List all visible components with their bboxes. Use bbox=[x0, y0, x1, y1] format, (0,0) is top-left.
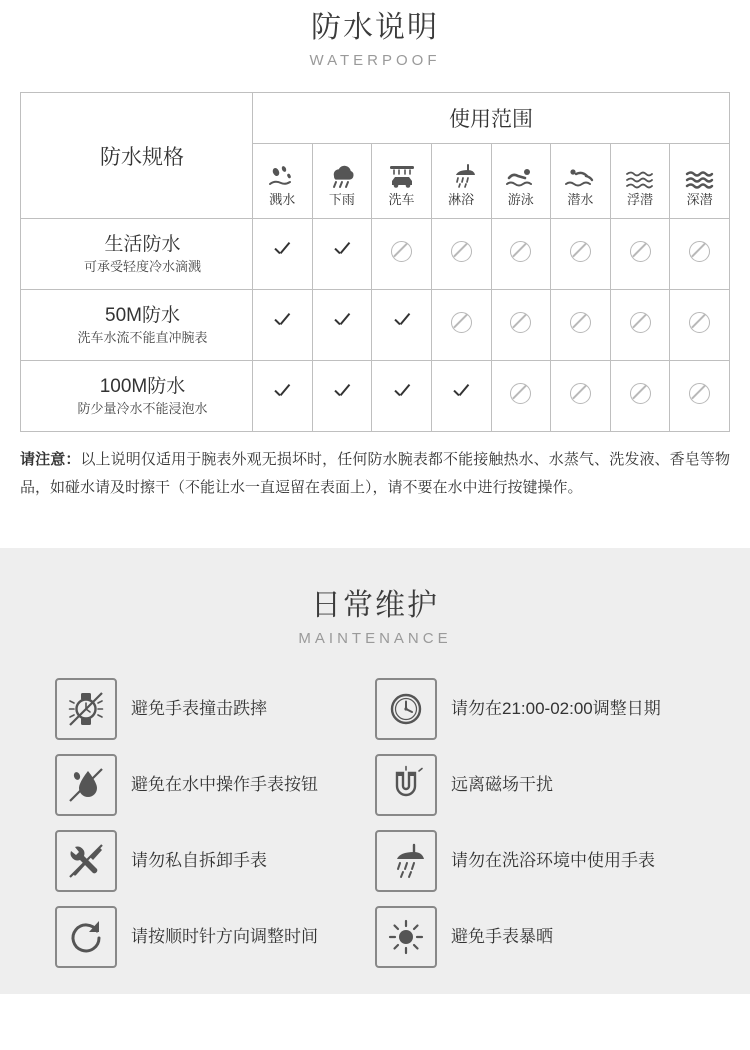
cell-mark bbox=[610, 290, 670, 361]
row-spec bbox=[21, 290, 253, 361]
cell-mark bbox=[670, 361, 730, 432]
cell-mark bbox=[431, 290, 491, 361]
waterproof-title-block bbox=[0, 0, 750, 74]
cell-mark bbox=[253, 290, 313, 361]
column-carwash bbox=[372, 144, 432, 219]
check-icon bbox=[331, 311, 353, 333]
row-desc: 防少量冷水不能浸泡水 bbox=[77, 400, 208, 416]
forbidden-icon bbox=[689, 312, 710, 333]
list-item-label: 避免手表撞击跌摔 bbox=[131, 699, 267, 718]
note-label: 请注意： bbox=[20, 451, 81, 468]
cell-mark bbox=[372, 290, 432, 361]
tools-icon bbox=[55, 830, 117, 892]
check-icon bbox=[391, 382, 413, 404]
header-range: 使用范围 bbox=[253, 93, 730, 144]
list-item-label: 远离磁场干扰 bbox=[451, 775, 553, 794]
forbidden-icon bbox=[689, 241, 710, 262]
cell-mark bbox=[253, 361, 313, 432]
forbidden-icon bbox=[510, 383, 531, 404]
list-item-label: 请勿在21:00-02:00调整日期 bbox=[451, 699, 661, 718]
list-item bbox=[375, 830, 695, 892]
column-dive bbox=[551, 144, 611, 219]
column-swim bbox=[491, 144, 551, 219]
forbidden-icon bbox=[510, 312, 531, 333]
car-wash-icon bbox=[386, 161, 418, 189]
column-label: 下雨 bbox=[328, 192, 355, 207]
waterproof-table bbox=[20, 92, 730, 432]
cell-mark bbox=[491, 361, 551, 432]
snorkel-waves-icon bbox=[624, 161, 656, 189]
check-icon bbox=[331, 240, 353, 262]
forbidden-icon bbox=[570, 383, 591, 404]
note-text: 以上说明仅适用于腕表外观无损坏时，任何防水腕表都不能接触热水、水蒸气、洗发液、香皂等物品，如碰水请及时擦干（不能让水一直逗留在表面上），请不要在水中进行按键操作。 bbox=[20, 451, 730, 496]
page-subtitle: WATERPOOF bbox=[309, 52, 441, 69]
row-spec bbox=[21, 219, 253, 290]
clockwise-arrow-icon bbox=[55, 906, 117, 968]
column-label: 深潜 bbox=[686, 192, 713, 207]
row-title: 100M防水 bbox=[99, 375, 186, 397]
list-item-label: 请勿私自拆卸手表 bbox=[131, 851, 267, 870]
list-item bbox=[55, 906, 375, 968]
maintenance-title: 日常维护 bbox=[311, 589, 439, 622]
list-item bbox=[55, 830, 375, 892]
row-desc: 可承受轻度冷水滴溅 bbox=[83, 258, 201, 274]
forbidden-icon bbox=[451, 312, 472, 333]
table-row bbox=[21, 219, 730, 290]
forbidden-icon bbox=[689, 383, 710, 404]
maintenance-subtitle: MAINTENANCE bbox=[298, 630, 452, 647]
check-icon bbox=[271, 382, 293, 404]
splash-icon bbox=[267, 161, 297, 189]
row-spec bbox=[21, 361, 253, 432]
check-icon bbox=[271, 311, 293, 333]
cell-mark bbox=[551, 361, 611, 432]
cell-mark bbox=[253, 219, 313, 290]
check-icon bbox=[450, 382, 472, 404]
cell-mark bbox=[431, 361, 491, 432]
column-label: 淋浴 bbox=[448, 192, 475, 207]
check-icon bbox=[271, 240, 293, 262]
header-spec: 防水规格 bbox=[21, 93, 253, 219]
maintenance-title-block bbox=[0, 578, 750, 652]
forbidden-icon bbox=[630, 312, 651, 333]
rain-cloud-icon bbox=[327, 161, 357, 189]
maintenance-section bbox=[0, 548, 750, 994]
row-desc: 洗车水流不能直冲腕表 bbox=[77, 329, 208, 345]
list-item-label: 请按顺时针方向调整时间 bbox=[131, 927, 318, 946]
cell-mark bbox=[312, 219, 372, 290]
forbidden-icon bbox=[630, 383, 651, 404]
shower-icon bbox=[375, 830, 437, 892]
cell-mark bbox=[312, 290, 372, 361]
note-paragraph bbox=[20, 446, 730, 502]
table-row bbox=[21, 290, 730, 361]
list-item bbox=[375, 678, 695, 740]
column-label: 潜水 bbox=[567, 192, 594, 207]
column-label: 游泳 bbox=[507, 192, 534, 207]
cell-mark bbox=[372, 361, 432, 432]
column-shower bbox=[431, 144, 491, 219]
column-splash bbox=[253, 144, 313, 219]
water-button-icon bbox=[55, 754, 117, 816]
list-item bbox=[55, 754, 375, 816]
maintenance-grid bbox=[55, 678, 695, 968]
cell-mark bbox=[491, 290, 551, 361]
table-header-row bbox=[21, 93, 730, 144]
page-title: 防水说明 bbox=[311, 11, 439, 44]
swimmer-icon bbox=[505, 161, 537, 189]
forbidden-icon bbox=[570, 312, 591, 333]
deep-dive-waves-icon bbox=[684, 161, 716, 189]
cell-mark bbox=[491, 219, 551, 290]
cell-mark bbox=[670, 290, 730, 361]
list-item-label: 请勿在洗浴环境中使用手表 bbox=[451, 851, 655, 870]
forbidden-icon bbox=[510, 241, 531, 262]
forbidden-icon bbox=[570, 241, 591, 262]
forbidden-icon bbox=[630, 241, 651, 262]
diving-icon bbox=[564, 161, 596, 189]
list-item-label: 避免手表暴晒 bbox=[451, 927, 553, 946]
forbidden-icon bbox=[391, 241, 412, 262]
list-item bbox=[55, 678, 375, 740]
list-item bbox=[375, 754, 695, 816]
watch-impact-icon bbox=[55, 678, 117, 740]
row-title: 生活防水 bbox=[104, 233, 181, 255]
column-snorkel bbox=[610, 144, 670, 219]
clock-time-icon bbox=[375, 678, 437, 740]
cell-mark bbox=[610, 219, 670, 290]
shower-icon bbox=[446, 161, 476, 189]
cell-mark bbox=[312, 361, 372, 432]
row-title: 50M防水 bbox=[105, 304, 180, 326]
table-row bbox=[21, 361, 730, 432]
list-item-label: 避免在水中操作手表按钮 bbox=[131, 775, 318, 794]
check-icon bbox=[331, 382, 353, 404]
cell-mark bbox=[431, 219, 491, 290]
cell-mark bbox=[551, 219, 611, 290]
column-label: 洗车 bbox=[388, 192, 415, 207]
column-label: 溅水 bbox=[269, 192, 296, 207]
cell-mark bbox=[670, 219, 730, 290]
list-item bbox=[375, 906, 695, 968]
cell-mark bbox=[610, 361, 670, 432]
magnet-icon bbox=[375, 754, 437, 816]
sun-icon bbox=[375, 906, 437, 968]
column-rain bbox=[312, 144, 372, 219]
check-icon bbox=[391, 311, 413, 333]
cell-mark bbox=[372, 219, 432, 290]
cell-mark bbox=[551, 290, 611, 361]
column-label: 浮潜 bbox=[627, 192, 654, 207]
forbidden-icon bbox=[451, 241, 472, 262]
column-deepdive bbox=[670, 144, 730, 219]
